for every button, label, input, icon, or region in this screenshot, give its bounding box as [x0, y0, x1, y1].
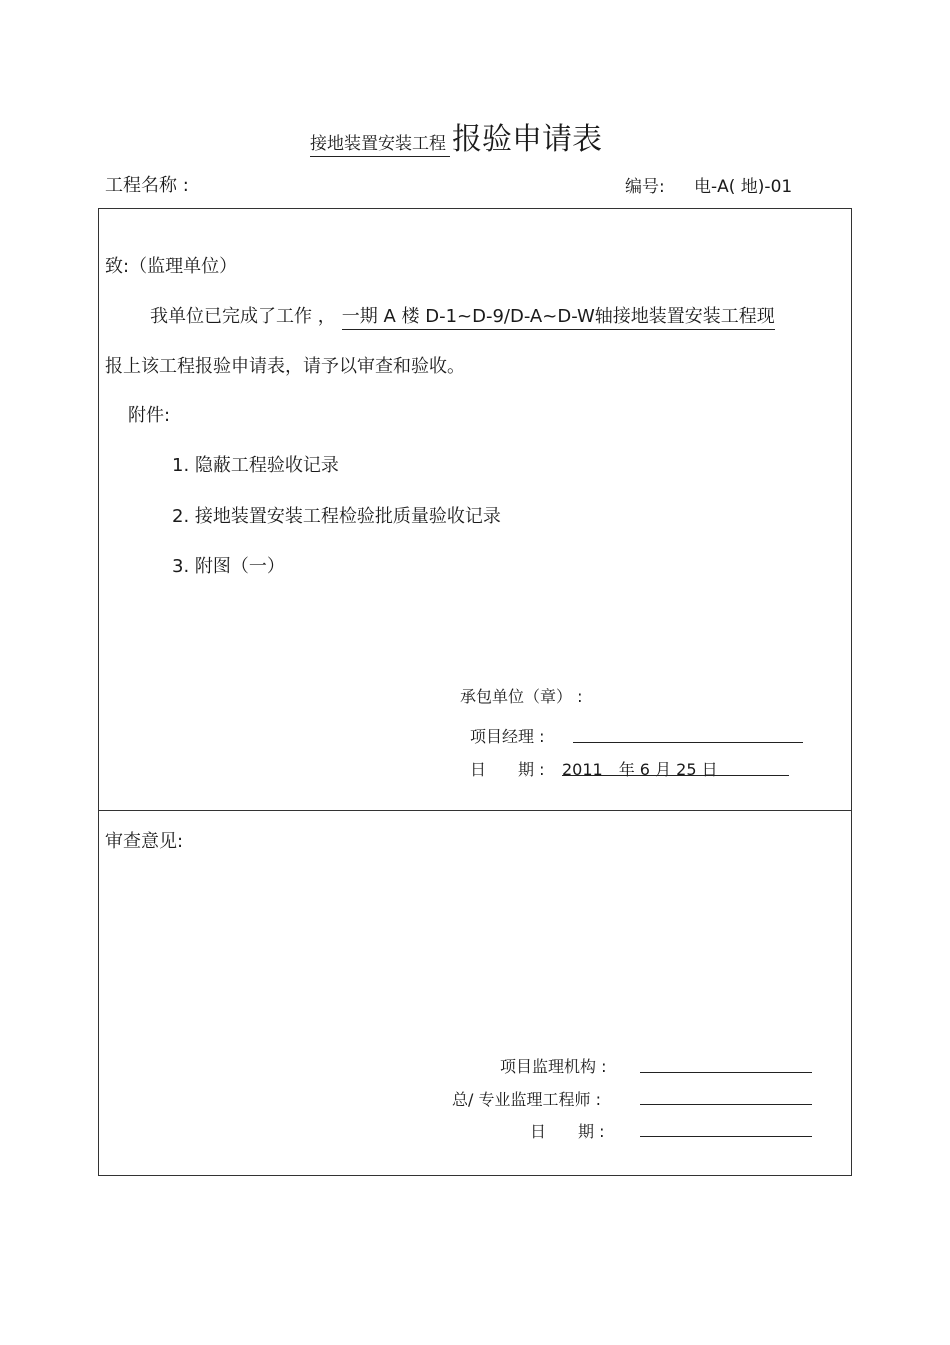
- attachment-item: 3. 附图（一）: [172, 556, 285, 577]
- number-value: 电-A( 地)-01: [694, 177, 793, 197]
- opinion-label: 审查意见:: [105, 831, 184, 852]
- date-underline: [562, 775, 789, 776]
- attachment-item: 1. 隐蔽工程验收记录: [172, 455, 339, 476]
- manager-signature-line: [573, 742, 803, 743]
- org-signature-line: [640, 1072, 812, 1073]
- contractor-label: 承包单位（章） :: [460, 687, 583, 706]
- date-label: 日 期 :: [470, 760, 545, 779]
- project-name-label: 工程名称 :: [105, 175, 189, 196]
- manager-label: 项目经理 :: [470, 727, 545, 746]
- engineer-signature-line: [640, 1104, 812, 1105]
- title-main: 报验申请表: [452, 122, 602, 157]
- section-divider: [98, 810, 852, 811]
- review-date-label: 日 期 :: [530, 1122, 605, 1141]
- number-label: 编号:: [625, 177, 665, 197]
- continuation-text: 报上该工程报验申请表，请予以审查和验收。: [105, 356, 465, 377]
- attachments-label: 附件:: [128, 405, 171, 426]
- org-label: 项目监理机构 :: [500, 1057, 607, 1076]
- form-title: [310, 114, 602, 158]
- intro-text: 我单位已完成了工作 ，: [150, 306, 336, 327]
- date-value: 2011 年 6 月 25 日: [562, 760, 718, 779]
- to-label: 致:（监理单位）: [105, 256, 238, 277]
- engineer-label: 总/ 专业监理工程师 :: [452, 1090, 601, 1109]
- review-date-line: [640, 1136, 812, 1137]
- title-prefix: 接地装置安装工程: [310, 134, 450, 157]
- work-item: 一期 A 楼 D-1~D-9/D-A~D-W轴接地装置安装工程现: [342, 306, 775, 330]
- intro-line: [150, 302, 775, 328]
- attachment-item: 2. 接地装置安装工程检验批质量验收记录: [172, 506, 501, 527]
